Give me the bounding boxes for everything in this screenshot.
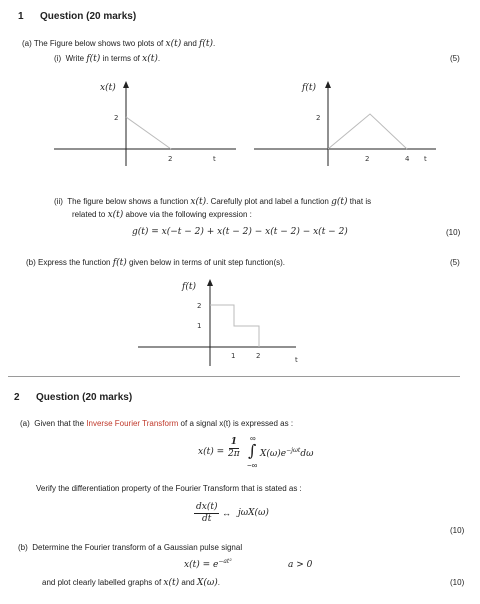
plot1-xtick: 2	[168, 155, 173, 163]
q2-number: 2	[14, 392, 20, 403]
q1b-sym-f: f(t)	[112, 258, 127, 268]
q2b-sym-X: X(ω)	[196, 578, 218, 588]
plot1-ylabel: x(t)	[100, 83, 116, 93]
q1a-line	[22, 39, 215, 49]
plot3-ytick-2: 2	[197, 302, 202, 310]
plot2-ylabel: f(t)	[302, 83, 316, 93]
plot3-ytick-1: 1	[197, 322, 202, 330]
q1aii-text-d: related to	[72, 210, 106, 219]
plot2-y-arrow-icon	[325, 81, 331, 88]
eq-lhs: x(t) =	[198, 447, 225, 457]
q1b-text: Express the function	[38, 258, 111, 267]
q2a-label: (a)	[20, 419, 30, 428]
q2b-sym-x: x(t)	[163, 578, 180, 588]
q1ai-marks: (5)	[450, 54, 460, 63]
eq-lower-limit: −∞	[247, 461, 258, 470]
gaussian-equation: $x(t) = e^{-at^2}$	[184, 558, 232, 570]
plot1-y-arrow-icon	[123, 81, 129, 88]
plot2-xtick-1: 2	[365, 155, 370, 163]
q1aii-text-e: above via the following expression :	[125, 210, 252, 219]
eq-integrand: $X(\omega)e^{-j\omega t}d\omega$	[260, 447, 314, 459]
q2b-text: Determine the Fourier transform of a Gaussian pulse signal	[32, 543, 243, 552]
q2-title: Question (20 marks)	[36, 392, 133, 403]
plot2-signal	[328, 114, 407, 149]
plot2-xlabel: t	[424, 155, 427, 163]
inverse-fourier-transform-link[interactable]: Inverse Fourier Transform	[86, 419, 179, 428]
eq-frac-den: 2π	[228, 449, 240, 459]
plot-x-of-t	[52, 80, 240, 168]
q2b-text2: and plot clearly labelled graphs of	[42, 578, 162, 587]
q1aii-sym-g: g(t)	[331, 197, 348, 207]
q1aii-text-a: The figure below shows a function	[67, 197, 189, 206]
plot3-y-arrow-icon	[207, 279, 213, 286]
q2b-line	[18, 543, 242, 552]
plot2-ytick: 2	[316, 114, 321, 122]
plot3-xtick-1: 1	[231, 352, 236, 360]
prop-rhs: jωX(ω)	[238, 508, 269, 518]
q2a-marks: (10)	[450, 526, 465, 535]
q1aii-marks: (10)	[446, 228, 461, 237]
q1ai-label: (i)	[54, 54, 62, 63]
q1aii-line1	[54, 197, 371, 207]
q1a-label: (a)	[22, 39, 32, 48]
q1ai-end: .	[157, 54, 161, 63]
plot3-ylabel: f(t)	[182, 282, 196, 292]
plot3-signal	[210, 305, 259, 347]
q2a-text-a: Given that the	[34, 419, 85, 428]
q1ai-sym-f: f(t)	[86, 54, 101, 64]
q2b-and: and	[181, 578, 195, 587]
q2a-text-b: of a signal x(t) is expressed as :	[180, 419, 294, 428]
q1ai-sym-x: x(t)	[142, 54, 158, 64]
eq-fraction	[228, 437, 240, 460]
q2a-verify: Verify the differentiation property of the Fourier Transform that is stated as :	[36, 484, 302, 493]
prop-arrow: ↔	[222, 508, 231, 518]
q1a-sym-x: x(t)	[165, 39, 182, 49]
plot1-ytick: 2	[114, 114, 119, 122]
q1b-label: (b)	[26, 258, 36, 267]
q1a-text: The Figure below shows two plots of	[33, 39, 164, 48]
q1aii-equation: g(t) = x(−t − 2) + x(t − 2) − x(t − 2) − x(t − 2)	[132, 227, 348, 237]
q1ai-write: Write	[65, 54, 85, 63]
q2b-marks: (10)	[450, 578, 465, 587]
q2b-end: .	[217, 578, 220, 587]
plot1-signal	[126, 117, 171, 149]
gaussian-condition: a > 0	[288, 560, 313, 570]
q1a-end: .	[213, 39, 216, 48]
q1-number: 1	[18, 11, 24, 22]
plot1-xlabel: t	[213, 155, 216, 163]
prop-den: dt	[202, 514, 212, 524]
q1aii-sym-x: x(t)	[190, 197, 207, 207]
plot-step-f	[136, 276, 306, 366]
eq-integral-sign: ∫	[248, 441, 257, 460]
q1b-text2: given below in terms of unit step function(s).	[128, 258, 286, 267]
q1aii-line2	[72, 210, 252, 220]
q1aii-text-b: . Carefully plot and label a function	[206, 197, 329, 206]
q1a-and: and	[183, 39, 197, 48]
plot-f-of-t	[252, 80, 442, 168]
plot2-xtick-2: 4	[405, 155, 410, 163]
plot3-xlabel: t	[295, 356, 298, 364]
q1-title: Question (20 marks)	[40, 11, 137, 22]
prop-fraction	[194, 502, 219, 525]
q2a-line	[20, 419, 293, 428]
q1aii-text-c: that is	[349, 197, 372, 206]
plot3-xtick-2: 2	[256, 352, 261, 360]
q2b-label: (b)	[18, 543, 28, 552]
q1ai-line	[54, 54, 160, 64]
q1ai-mid: in terms of	[102, 54, 140, 63]
section-divider	[8, 376, 460, 377]
eq-upper-limit: ∞	[250, 434, 256, 443]
q1b-marks: (5)	[450, 258, 460, 267]
prop-num: dx(t)	[196, 502, 218, 512]
q1b-line	[26, 258, 285, 268]
q1aii-sym-x2: x(t)	[107, 210, 124, 220]
q2b-line2	[42, 578, 220, 588]
q1aii-label: (ii)	[54, 197, 63, 206]
q1a-sym-f: f(t)	[199, 39, 214, 49]
eq-frac-num: 1	[230, 437, 237, 447]
